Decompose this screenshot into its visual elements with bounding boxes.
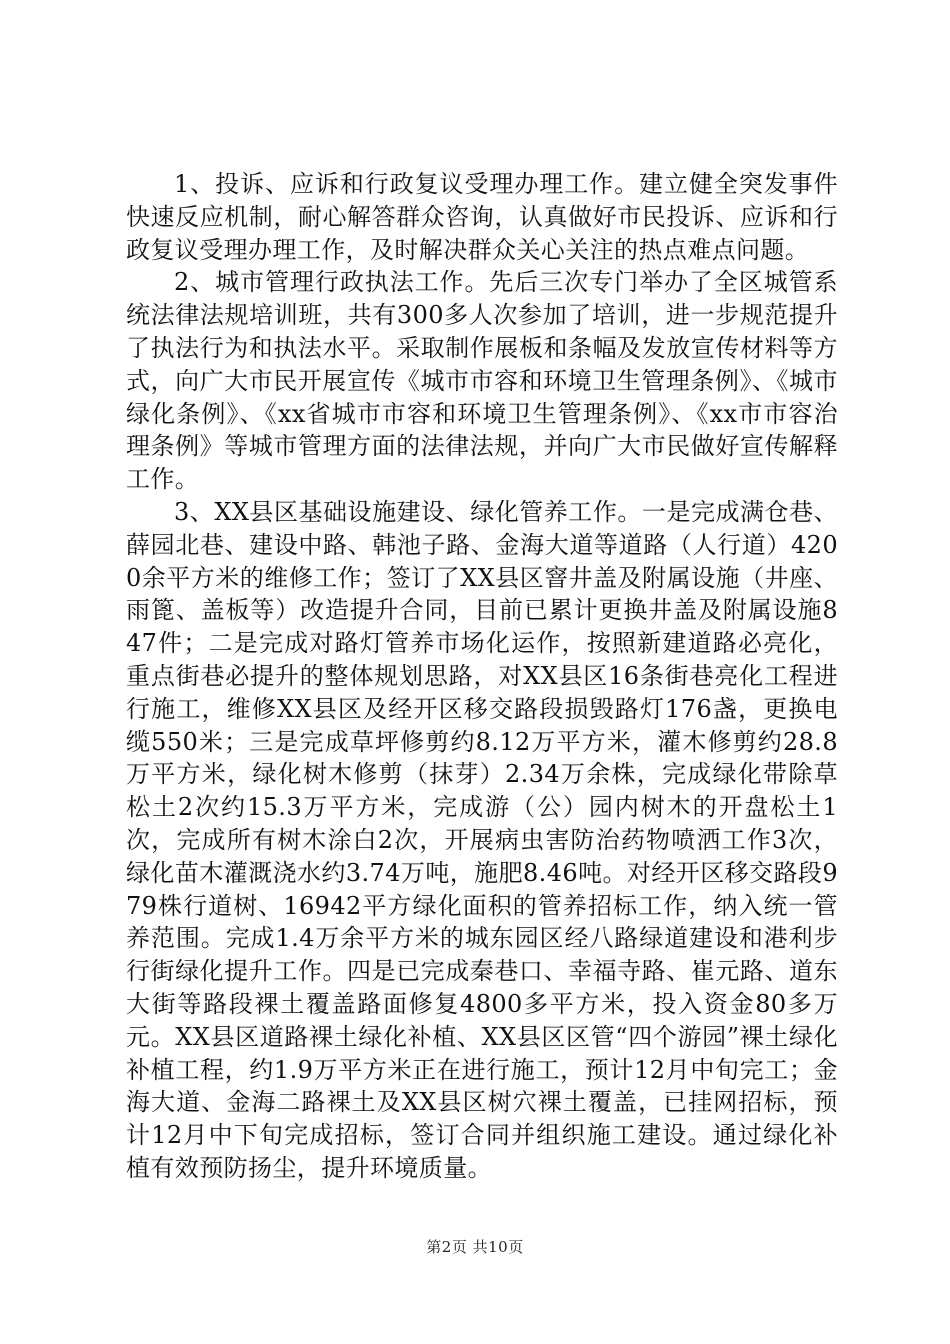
paragraph-law-enforcement: 2、城市管理行政执法工作。先后三次专门举办了全区城管系统法律法规培训班，共有300多人次参加了培训，进一步规范提升了执法行为和执法水平。采取制作展板和条幅及发放宣传材料等方式，向广大市民开展宣传《城市市容和环境卫生管理条例》、《城市绿化条例》、《xx省城市市容和环境卫生管理条例》、《xx市市容治理条例》等城市管理方面的法律法规，并向广大市民做好宣传解释工作。 — [126, 268, 838, 494]
page-number-footer: 第2页 共10页 — [426, 1238, 524, 1256]
document-body — [126, 168, 838, 1185]
paragraph-infrastructure-greening: 3、XX县区基础设施建设、绿化管养工作。一是完成满仓巷、薛园北巷、建设中路、韩池子路、金海大道等道路（人行道）4200余平方米的维修工作；签订了XX县区窨井盖及附属设施（井座、雨篦、盖板等）改造提升合同，目前已累计更换井盖及附属设施847件；二是完成对路灯管养市场化运作，按照新建道路必亮化，重点街巷必提升的整体规划思路，对XX县区16条街巷亮化工程进行施工，维修XX县区及经开区移交路段损毁路灯176盏，更换电缆550米；三是完成草坪修剪约8.12万平方米，灌木修剪约28.8万平方米，绿化树木修剪（抹芽）2.34万余株，完成绿化带除草松土2次约15.3万平方米，完成游（公）园内树木的开盘松土1次，完成所有树木涂白2次，开展病虫害防治药物喷洒工作3次，绿化苗木灌溉浇水约3.74万吨，施肥8.46吨。对经开区移交路段979株行道树、16942平方绿化面积的管养招标工作，纳入统一管养范围。完成1.4万余平方米的城东园区经八路绿道建设和港利步行街绿化提升工作。四是已完成秦巷口、幸福寺路、崔元路、道东大街等路段裸土覆盖路面修复4800多平方米，投入资金80多万元。XX县区道路裸土绿化补植、XX县区区管“四个游园”裸土绿化补植工程，约1.9万平方米正在进行施工，预计12月中旬完工；金海大道、金海二路裸土及XX县区树穴裸土覆盖，已挂网招标，预计12月中下旬完成招标，签订合同并组织施工建设。通过绿化补植有效预防扬尘，提升环境质量。 — [126, 497, 838, 1182]
paragraph-complaints: 1、投诉、应诉和行政复议受理办理工作。建立健全突发事件快速反应机制，耐心解答群众咨询，认真做好市民投诉、应诉和行政复议受理办理工作，及时解决群众关心关注的热点难点问题。 — [126, 170, 838, 264]
